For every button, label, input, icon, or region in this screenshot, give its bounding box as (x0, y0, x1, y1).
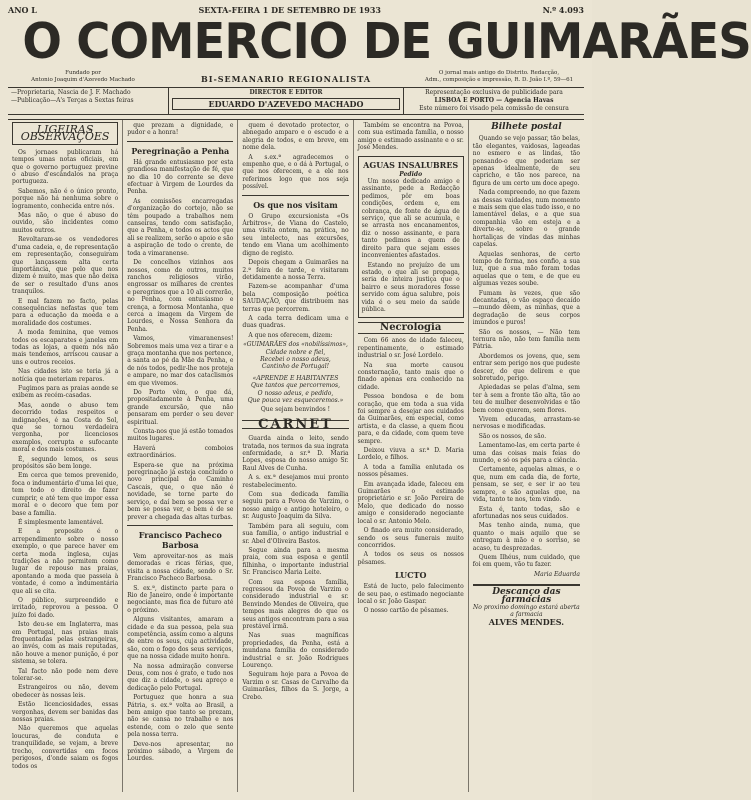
paragraph: Apiedadas se pelas d'alma, sem ter à sem a fronte tão alta, tão ao teu de mulher desenvolvidas e tão bem como querem, sem flores. (472, 384, 580, 414)
paragraph: Estão licenciosidades, essas vergonhas, devem ser banidas das nossas praias. (12, 701, 119, 724)
column-1-heading: LIGEIRAS OBSERVAÇÕES (12, 122, 118, 145)
paragraph: Tal facto não pode nem deve tolerar-se. (12, 667, 119, 683)
paragraph: É, segundo lemos, os seus propósitos são bem longe. (12, 455, 119, 471)
director-label: DIRECTOR E EDITOR (249, 89, 323, 96)
divider (242, 195, 348, 196)
poem-line: Recebei o nosso adeus, (260, 355, 331, 363)
paragraph: Mas não, o que é abuso do ouvido, são incidentes como muitos outros. (12, 212, 119, 234)
poem-line: «GUIMARÃES dos «nobilíssimos», (243, 341, 348, 349)
paragraph: Deve-nos apresentar, no próximo sábado, a Virgem de Lourdes. (127, 740, 234, 763)
column-1-body (12, 149, 118, 770)
owner-line: —Proprietaria, Nascia de J. F. Machado (11, 89, 131, 96)
column-4 (354, 120, 469, 792)
pharmacy-heading: Descanço das farmacias (492, 587, 561, 605)
carnet-heading: CARNET (242, 420, 348, 429)
column-1 (8, 120, 123, 792)
paragraph: Haverá comboios extraordinários. (127, 444, 234, 460)
paragraph: Não queremos que aquelas loucuras, de conduta e tranquilidade, se vejam, a breve trecho, convertidas em focos perigosos, d'onde saiam os fogos todos os (12, 725, 119, 770)
poem-line: O nosso adeus, e pedido, (257, 389, 334, 397)
paragraph: São os nossos, — Não tem ternura não, não tem família nem Pátria. (472, 328, 580, 351)
founder-name: Antonio Joaquim d'Azevedo Machado (31, 77, 135, 83)
paragraph: Segue ainda para a mesma praia, com sua esposa e gentil filhinha, o importante industrial Sr. Francisco Maria Leite. (242, 546, 349, 577)
pharmacy-name: ALVES MENDES. (488, 616, 565, 627)
paragraph: Fugimos para as praias aonde se exibem as recém-casadas. (12, 385, 119, 400)
poem (242, 341, 348, 404)
paragraph: Também se encontra na Povoa, com sua estimada família, o nosso amigo e estimado assinante e o sr. José Mendes. (357, 122, 464, 152)
paragraph: É simplesmente lamentável. (18, 518, 104, 526)
pharmacy-notice (473, 584, 580, 626)
signature: Maria Eduarda (534, 570, 580, 578)
box-heading: AGUAS INSALUBRES (363, 159, 459, 170)
water-box (358, 156, 464, 319)
paragraph: Na nossa admiração converse Deus, com nos é grato, e tudo nos que diz a cidade, o seu apreço e dedicação pelo Portugal. (127, 662, 234, 692)
rep-line-3: Este número foi visado pela comissão de censura (419, 105, 569, 112)
paragraph: Em avançada idade, faleceu em Guimarães o estimado proprietário e sr. João Pereira de Melo, que dedicado do nosso amigo e considerado negociante local o sr. Antonio Melo. (357, 480, 464, 525)
paragraph: Aquelas senhoras, de certo tempo de forma, nos confio, a sua luz, que a sua mão foram todas aquelas que o tem, e de que eu algumas vezes soube. (472, 250, 580, 288)
paragraph: Abordemos os jovens, que, sem entrar sem perigo nos que pudeste descer, do que delirem e que sobretudo, perigo. (472, 352, 580, 382)
paragraph: A que nos oferecem, dizem: (248, 331, 333, 339)
publication-line: —Publicação—A's Terças a Sextas feiras (11, 97, 134, 104)
paragraph: As comissões encarregadas d'organização do cortejo, não se têm poupado a trabalhos nem canseiras, tendo com satisfação, que a Penha, e todos os actos que ali se realizem, serão o apoio e são a aspiração de todo o crente, de toda a vimaranense. (127, 197, 234, 257)
rep-line-1: Representação exclusiva de publicidade para (425, 89, 563, 96)
paragraph: Do Porto vêm, o que dá, propositadamente à Penha, uma grande excursão, que não pensaram em perder o seu dever espiritual. (127, 389, 234, 426)
paragraph: O público, surpreendido e irritado, reprovou a pessoa. O juízo foi dado. (12, 596, 119, 619)
poem-line: Cidade nobre e fiel, (265, 348, 326, 356)
paragraph: S. ex.ª, distincto parte para o Rio de Janeiro, onde é importante negociante, mas fica de futuro até o próximo. (127, 584, 234, 614)
masthead-subline (8, 70, 584, 84)
paragraph: A s.ex.ª agradecemos o empenho que, e o dá à Portugal, o que nos oferecem, e a ele nos referimos logo que nos seja possível. (242, 153, 349, 191)
paragraph: Vem aproveitar-nos as mais demoradas e ricas férias, que, visita a nossa cidade, sendo o Sr. Francisco Pacheco Barbosa. (127, 552, 234, 583)
paragraph: Seguiram hoje para a Povoa de Varzim o sr. Casas de Carvalho da Guimarães, filhos da S. Jorge, a Crebo. (242, 671, 349, 701)
paragraph: Sabemos, não é o único pronto, porque não há nenhuma sobre o logramento, conhecida entre nós. (12, 187, 119, 210)
paragraph: A moda feminina, que vemos todos os escaparates e janelas em todas as lojas, a quem nós não mais tendemos, arriscou causar a uns e outros receios. (12, 329, 119, 366)
paragraph: Com sua dedicada família seguiu para a Povoa de Varzim, o nosso amigo e antigo hoteleiro, o sr. Augusto Joaquim da Silva. (242, 491, 349, 521)
column-3 (238, 120, 353, 792)
poem-line: «APRENDE E HABITANTES (252, 374, 339, 382)
paragraph: Isto deu-se em Inglaterra, mas em Portugal, nas praias mais frequentadas pelas estrangeiras, ao invés, com as mais reputadas, não houve a menor punição, é por sistema, se tolera. (12, 621, 119, 666)
subtitle: BI-SEMANARIO REGIONALISTA (200, 74, 372, 84)
paragraph: Nada compreendo, no que fazem as dessas vaidades, num momento e mais sem que elas tudo isso, e no lamentável delas, e a que sua companhia vão em esteja e a diverte-se, sobre o grande hortaliças de vindas das minhas capelas. (472, 189, 580, 249)
article-heading: Necrologia (358, 322, 464, 334)
paragraph: Guarda ainda o leito, sendo tratada, nos termos da sua ingrata enfermidade, a sr.ª D. Maria Lopes, esposa do nosso amigo Sr. Raul Alves de Cunha. (242, 435, 349, 472)
divider (127, 141, 233, 142)
paragraph: Esta é, tanto todas, são e afortunadas nos seus cuidados. (472, 505, 580, 520)
director-block (168, 88, 404, 114)
paragraph: De concelhos vizinhos aos nossos, como de outros, muitos ranchos religiosos virão, engrossar os milhares de crentes e peregrinos que a 10 ali correrão, no Penha, com entusiasmo e crença, a formosa Montanha, que cerca a imagem da Virgem de Lourdes, e Nossa Senhora da Penha. (127, 259, 234, 333)
rep-line-2: LISBOA E PORTO — Agencia Havas (434, 97, 554, 104)
info-block (414, 70, 584, 84)
columns (8, 119, 584, 792)
paragraph: Lamentamo-las, em certa parte é uma das coisas mais feias do mundo, e só os pés para a ciência. (472, 442, 580, 465)
info-line-2: Adm., composição e impressão, R. D. João I.º, 59—61 (424, 77, 574, 83)
paragraph: Vivem educadas, arrastam-se nervosas e modificadas. (472, 416, 580, 431)
paragraph: Vamos, vimaranenses! Sobremos mais uma vez a tirar e a graça montanha que nos pertence, a santa ao pé da Mãe da Penha, e de nós todos, pedir-lhe nos proteja e ampare, no mar dos cataclismos em que vivemos. (127, 335, 234, 387)
paragraph: Depois chegam a Guimarães na 2.ª feira de tarde, e visitaram detidamente a nossa Terra. (242, 259, 349, 281)
paragraph: O nosso cartão de pêsames. (363, 607, 449, 615)
article-heading: Francisco Pacheco Barbosa (138, 529, 222, 550)
pharmacy-subtext: No proximo domingo estará aberta a farmacia (473, 603, 580, 619)
paragraph: que prezam a dignidade, e pudor e a honra! (127, 122, 234, 137)
paragraph: Em cerca que temos prevenido, foca o indumentário d'uma lei que, tem todo o direito de fazer cumprir, e até tem que impor essa moral e o decoro que tem por base a família. (12, 472, 119, 517)
owner-block (8, 88, 168, 114)
paragraph: O Grupo excursionista «Os Árbitros», de Viana do Castelo, uma visita ontem, na prática, no seu intelecto, nas excursões, tendo em Viana um acolhimento digno de registo. (242, 212, 349, 257)
paragraph: Portuguez que honra a sua Pátria, s. ex.ª volta ao Brasil, a bem amigo que tanto se prezam, não se cansa no trabalho e nos estende, com o zelo que sente pela nossa terra. (127, 694, 234, 739)
paragraph: São os nossos, de são. (478, 432, 547, 440)
date: SEXTA-FEIRA 1 DE SETEMBRO DE 1933 (198, 5, 381, 15)
paragraph: Espera-se que na próxima peregrinação já esteja concluído o novo principal do Caminho Cascais, que, o que não é novidade, se torne parte do serviço, e daí bem se possa ver e bem se possa ver, e bem é de se prever a chegada das altas turbas. (127, 461, 234, 521)
founder-block (8, 70, 158, 84)
year: ANO L (8, 5, 37, 15)
divider (127, 525, 233, 526)
paragraph: Há grande entusiasmo por esta grandiosa manifestação de fé, que no dia 10 do corrente se deve efectuar à Virgem de Lourdes da Penha. (127, 158, 234, 196)
paragraph: O finado era muito considerado, sendo os seus funerais muito concorridos. (357, 527, 464, 549)
paragraph: Alguns visitantes, amaram a cidade e da sua pessoa, pela sua competência, assim como a alguns de entre os seus, cuja actividade, são, com o fogo dos seus serviços, que na nossa cidade muito honra. (127, 616, 234, 661)
paragraph: quem é devotado protector, o abnegado amparo e o escudo e a alegria de todos, e em breve, em nome dela. (242, 122, 349, 152)
editorial-bar (8, 87, 584, 115)
article-heading: Peregrinação a Penha (131, 145, 230, 156)
article-heading: Bilhete postal (491, 122, 562, 132)
representation-block (404, 88, 584, 114)
paragraph: Um nosso dedicado amigo e assinante, pede a Redacção pedimos, pôr em boas condições, ordem e, em cobrança, de fonte de água de serviço, que ali se acumula, e se arrasta nos encanamentos, diz o nosso assinante, e para tanto pedimos a quem de direito para que sejam esses inconvenientes afastados. (361, 178, 460, 260)
column-5 (469, 120, 584, 792)
paragraph: Nas suas magníficas propriedades, da Penha, está a mundana família do considerado industrial e sr. João Rodrigues Lourenço. (242, 632, 349, 669)
paragraph: Quem Ilhéus, num cuidado, que foi em quem, vão tu fazer. (472, 553, 580, 569)
paragraph: Certamente, aquelas almas, e o que, num em cada dia, de forte, pensam, se ser, e ser ir ao teu sempre, e são aquelas que, na vida, tanto te nos, tem vindo. (472, 466, 580, 504)
paragraph: Estrangeiros ou não, devem obedecer às nossas leis. (12, 684, 119, 699)
paragraph: A todos os seus os nossos pêsames. (357, 551, 464, 566)
director-name: EDUARDO D'AZEVEDO MACHADO (172, 98, 400, 110)
article-heading: Os que nos visitam (253, 199, 338, 210)
paragraph: Nas cidades isto se teria já a notícia que meteriam reparos. (12, 368, 119, 383)
closing-line: Que sejam benvindos ! (260, 406, 331, 414)
paragraph: Fumam às vezes, que são decantadas, o vão espaço decaído—mundo dêem, as minhas, que a degradação de seus corpos imundos e puros! (472, 289, 580, 327)
paragraph: Revoltaram-se os vendedores d'uma cadeia, e, de representação em representação, conseguiram que lançassem alta certa importância, que pelo que nos dizem é muito, mas que não deixa de ser o resultado d'uns anos tranquilos. (12, 236, 119, 296)
paragraph: Consta-nos que já estão tomados muitos lugares. (127, 428, 234, 443)
issue-number: N.º 4.093 (542, 5, 584, 15)
article-heading: LUCTO (394, 570, 427, 581)
column-2 (123, 120, 238, 792)
paragraph: Os jornaes publicaram há tempos umas notas oficiais, em que o governo portuguez previne o abuso d'escândalos na praça portugueza. (12, 148, 119, 186)
paragraph: Estando no prejuízo de um estado, o que ali se propaga, seria de inteira justiça que o bairro e seus moradores fosse servido com água salubre, pois vida é o seu meio da saúde pública. (361, 261, 460, 313)
paragraph: Fazem-se acompanhar d'uma bela composição poética SAUDAÇÃO, que distribuem nas terras que percorrem. (242, 283, 349, 313)
paragraph: Mas tenho ainda, numa, que quanto o mais aquilo que se entregam à mão e o sorriso, se acaso, tu desprezadas. (472, 522, 580, 552)
box-subheading: Pedido (399, 170, 423, 178)
paragraph: Quando se vejo passar, tão belas, tão elegantes, vaidosas, lageadas no esmero e as lindas, tão pensando-o que poderiam ser apenas idealmente, de seu capricho, e tão nos parece, na figura de um certo um doce apego. (472, 135, 580, 187)
paragraph: Com 66 anos de idade faleceu, repentinamente, o estimado industrial o sr. José Lordelo. (357, 337, 464, 360)
newspaper-title: O COMERCIO DE GUIMARÃES (22, 13, 751, 70)
founded-label: Fundado por (65, 70, 101, 76)
poem-line: Que pouca vez esqueceremos.» (247, 397, 344, 404)
paragraph: Mas, aonde o abuso tem decorrido todas respeitos e indignações, é na Costa do Sol, que se tornou verdadeira vergonha, por licenciosos exemplos, corrupta e sufocante moral e dos mais costumes. (12, 401, 119, 454)
paragraph: A cada terra dedicam uma e duas quadras. (242, 314, 349, 330)
poem-line: Cantinho de Portugal! (261, 363, 330, 371)
info-line-1: O jornal mais antigo do Distrito. Redacção, (438, 70, 560, 76)
paragraph: Na sua morte causou consternação, tanto mais que o finado apenas era conhecido na cidade. (357, 361, 464, 391)
paragraph: Deixou viuva a sr.ª D. Maria Lordelo, e filhos. (357, 447, 464, 462)
paragraph: E mal fazem no facto, pelas consequências nefastas que tem para a educação da moeda e a moralidade dos costumes. (12, 297, 119, 327)
paragraph: E a proposito é o arrependimento sobre o nosso exemplo, o que parece haver em certa moda inglesa, cujas tradições a não permitem como lugar de repouso nas praias, apontando a moda que passeia à vontade, é como a indumentária que ali se cita. (12, 528, 119, 595)
paragraph: Também para ali seguiu, com sua família, o antigo industrial e sr. Abel d'Oliveira Bastos. (242, 522, 349, 545)
poem-line: Que tantos que percorremos, (250, 382, 341, 390)
paragraph: A toda a família enlutada os nossos pêsames. (357, 463, 464, 479)
paragraph: Com sua esposa família, regressou da Povoa de Varzim o considerado industrial e sr. Benvindo Mendes de Oliveira, que tempos mais alegres do que os seus antigos encontram para a sua prestável irmã. (242, 578, 349, 630)
paragraph: A s. ex.ª desejamos mui pronto restabelecimento. (242, 474, 349, 489)
paragraph: Pessoa bondosa e de bom coração, que em toda a sua vida foi sempre a desejar aos cuidados da Guimarães, em especial, como artista, e da classe, a quem ficou para, e da cidade, com quem teve sempre. (357, 393, 464, 445)
paragraph: Está de lucto, pelo falecimento de seu pae, o estimado negociante local o sr. João Gaspar. (357, 583, 464, 605)
